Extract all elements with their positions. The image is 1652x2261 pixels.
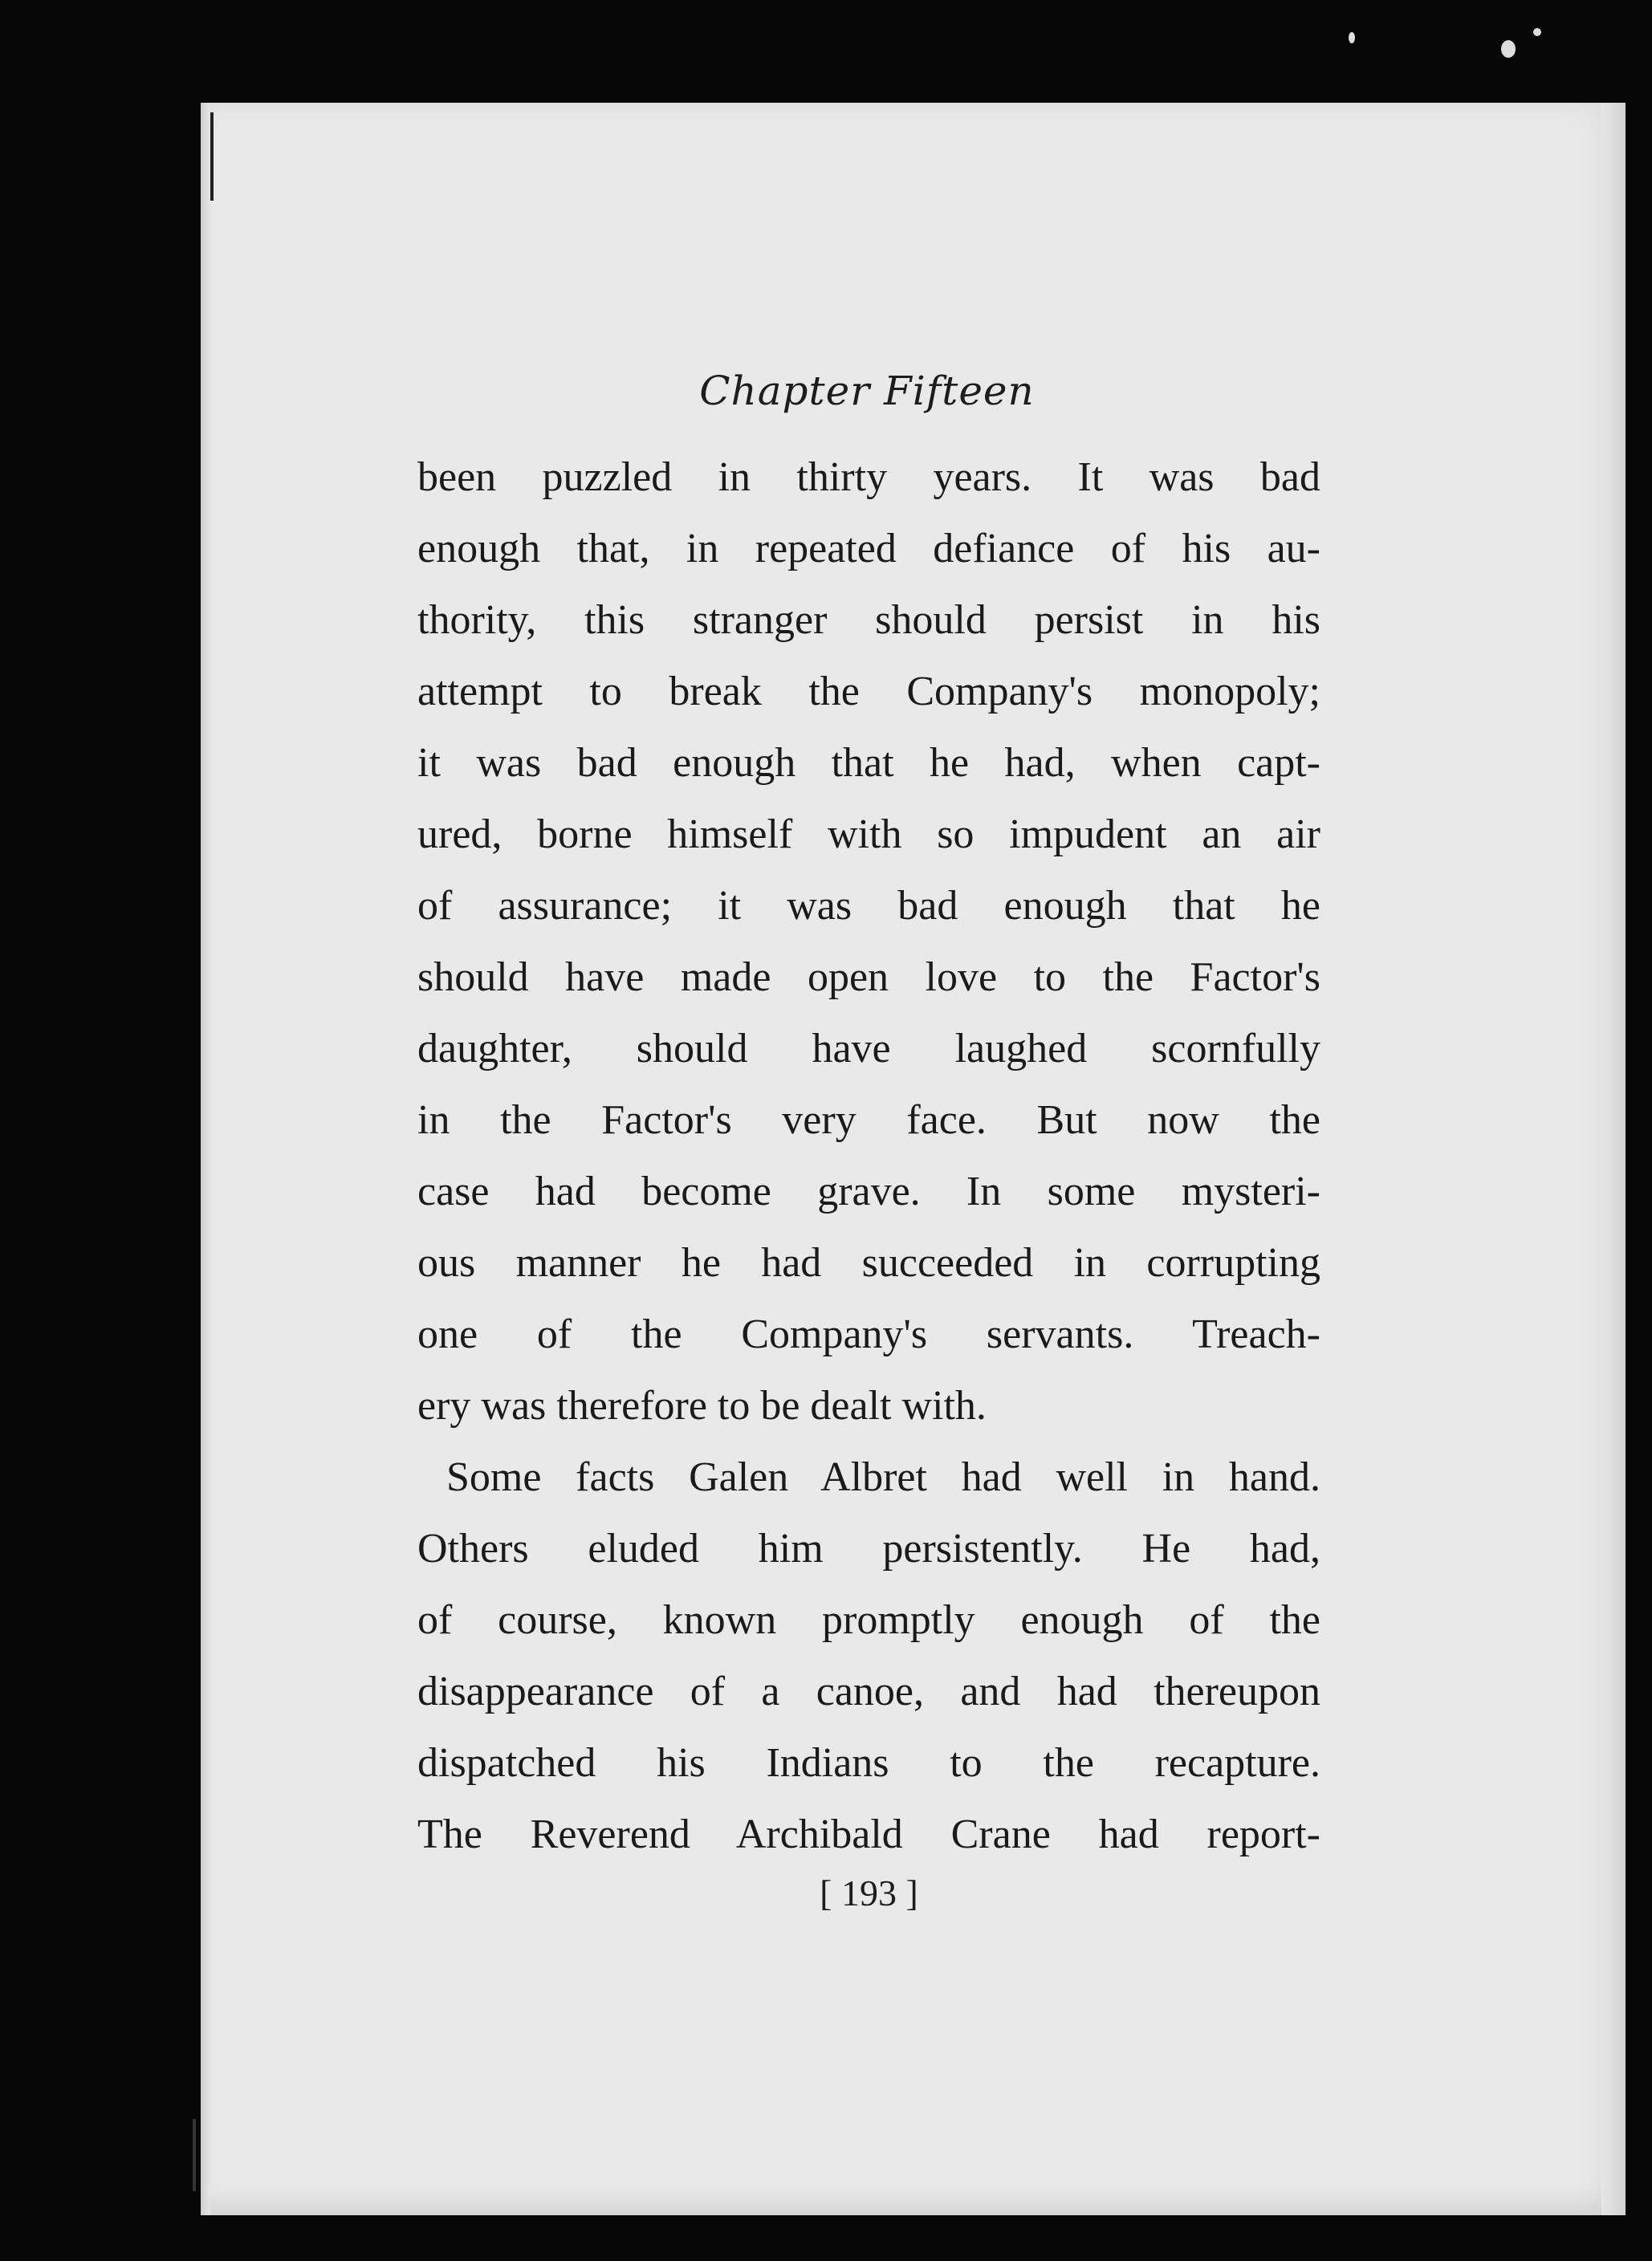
text-line: in the Factor's very face. But now the: [417, 1097, 1320, 1143]
text-line: daughter, should have laughed scornfully: [417, 1026, 1320, 1072]
text-line: dispatched his Indians to the recapture.: [417, 1740, 1320, 1786]
text-line: The Reverend Archibald Crane had report-: [417, 1812, 1320, 1857]
text-line: Others eluded him persistently. He had,: [417, 1526, 1320, 1572]
text-line: ured, borne himself with so impudent an air: [417, 811, 1320, 857]
text-line: disappearance of a canoe, and had thereupon: [417, 1669, 1320, 1714]
dust-speck: [1349, 32, 1355, 43]
text-line: it was bad enough that he had, when capt-: [417, 740, 1320, 786]
text-line: one of the Company's servants. Treach-: [417, 1311, 1320, 1357]
text-line: of assurance; it was bad enough that he: [417, 883, 1320, 929]
text-line: attempt to break the Company's monopoly;: [417, 669, 1320, 714]
text-line: case had become grave. In some mysteri-: [417, 1169, 1320, 1214]
binding-mark-lower: [193, 2119, 196, 2191]
dust-speck: [1501, 40, 1516, 58]
text-line: should have made open love to the Factor's: [417, 954, 1320, 1000]
text-line: ous manner he had succeeded in corrupting: [417, 1240, 1320, 1286]
dust-speck: [1533, 28, 1541, 36]
running-head: Chapter Fifteen: [699, 368, 1035, 414]
body-text: [417, 441, 1320, 1870]
binding-mark: [210, 112, 214, 201]
page-right-fold: [1601, 103, 1626, 2215]
text-line: thority, this stranger should persist in his: [417, 597, 1320, 643]
text-line: Some facts Galen Albret had well in hand.: [446, 1454, 1320, 1500]
page-number: [ 193 ]: [820, 1873, 918, 1913]
text-line: been puzzled in thirty years. It was bad: [417, 454, 1320, 500]
page-gutter-edge: [201, 103, 210, 2215]
text-line: of course, known promptly enough of the: [417, 1597, 1320, 1643]
text-line: enough that, in repeated defiance of his au-: [417, 526, 1320, 571]
text-line: ery was therefore to be dealt with.: [417, 1383, 987, 1429]
